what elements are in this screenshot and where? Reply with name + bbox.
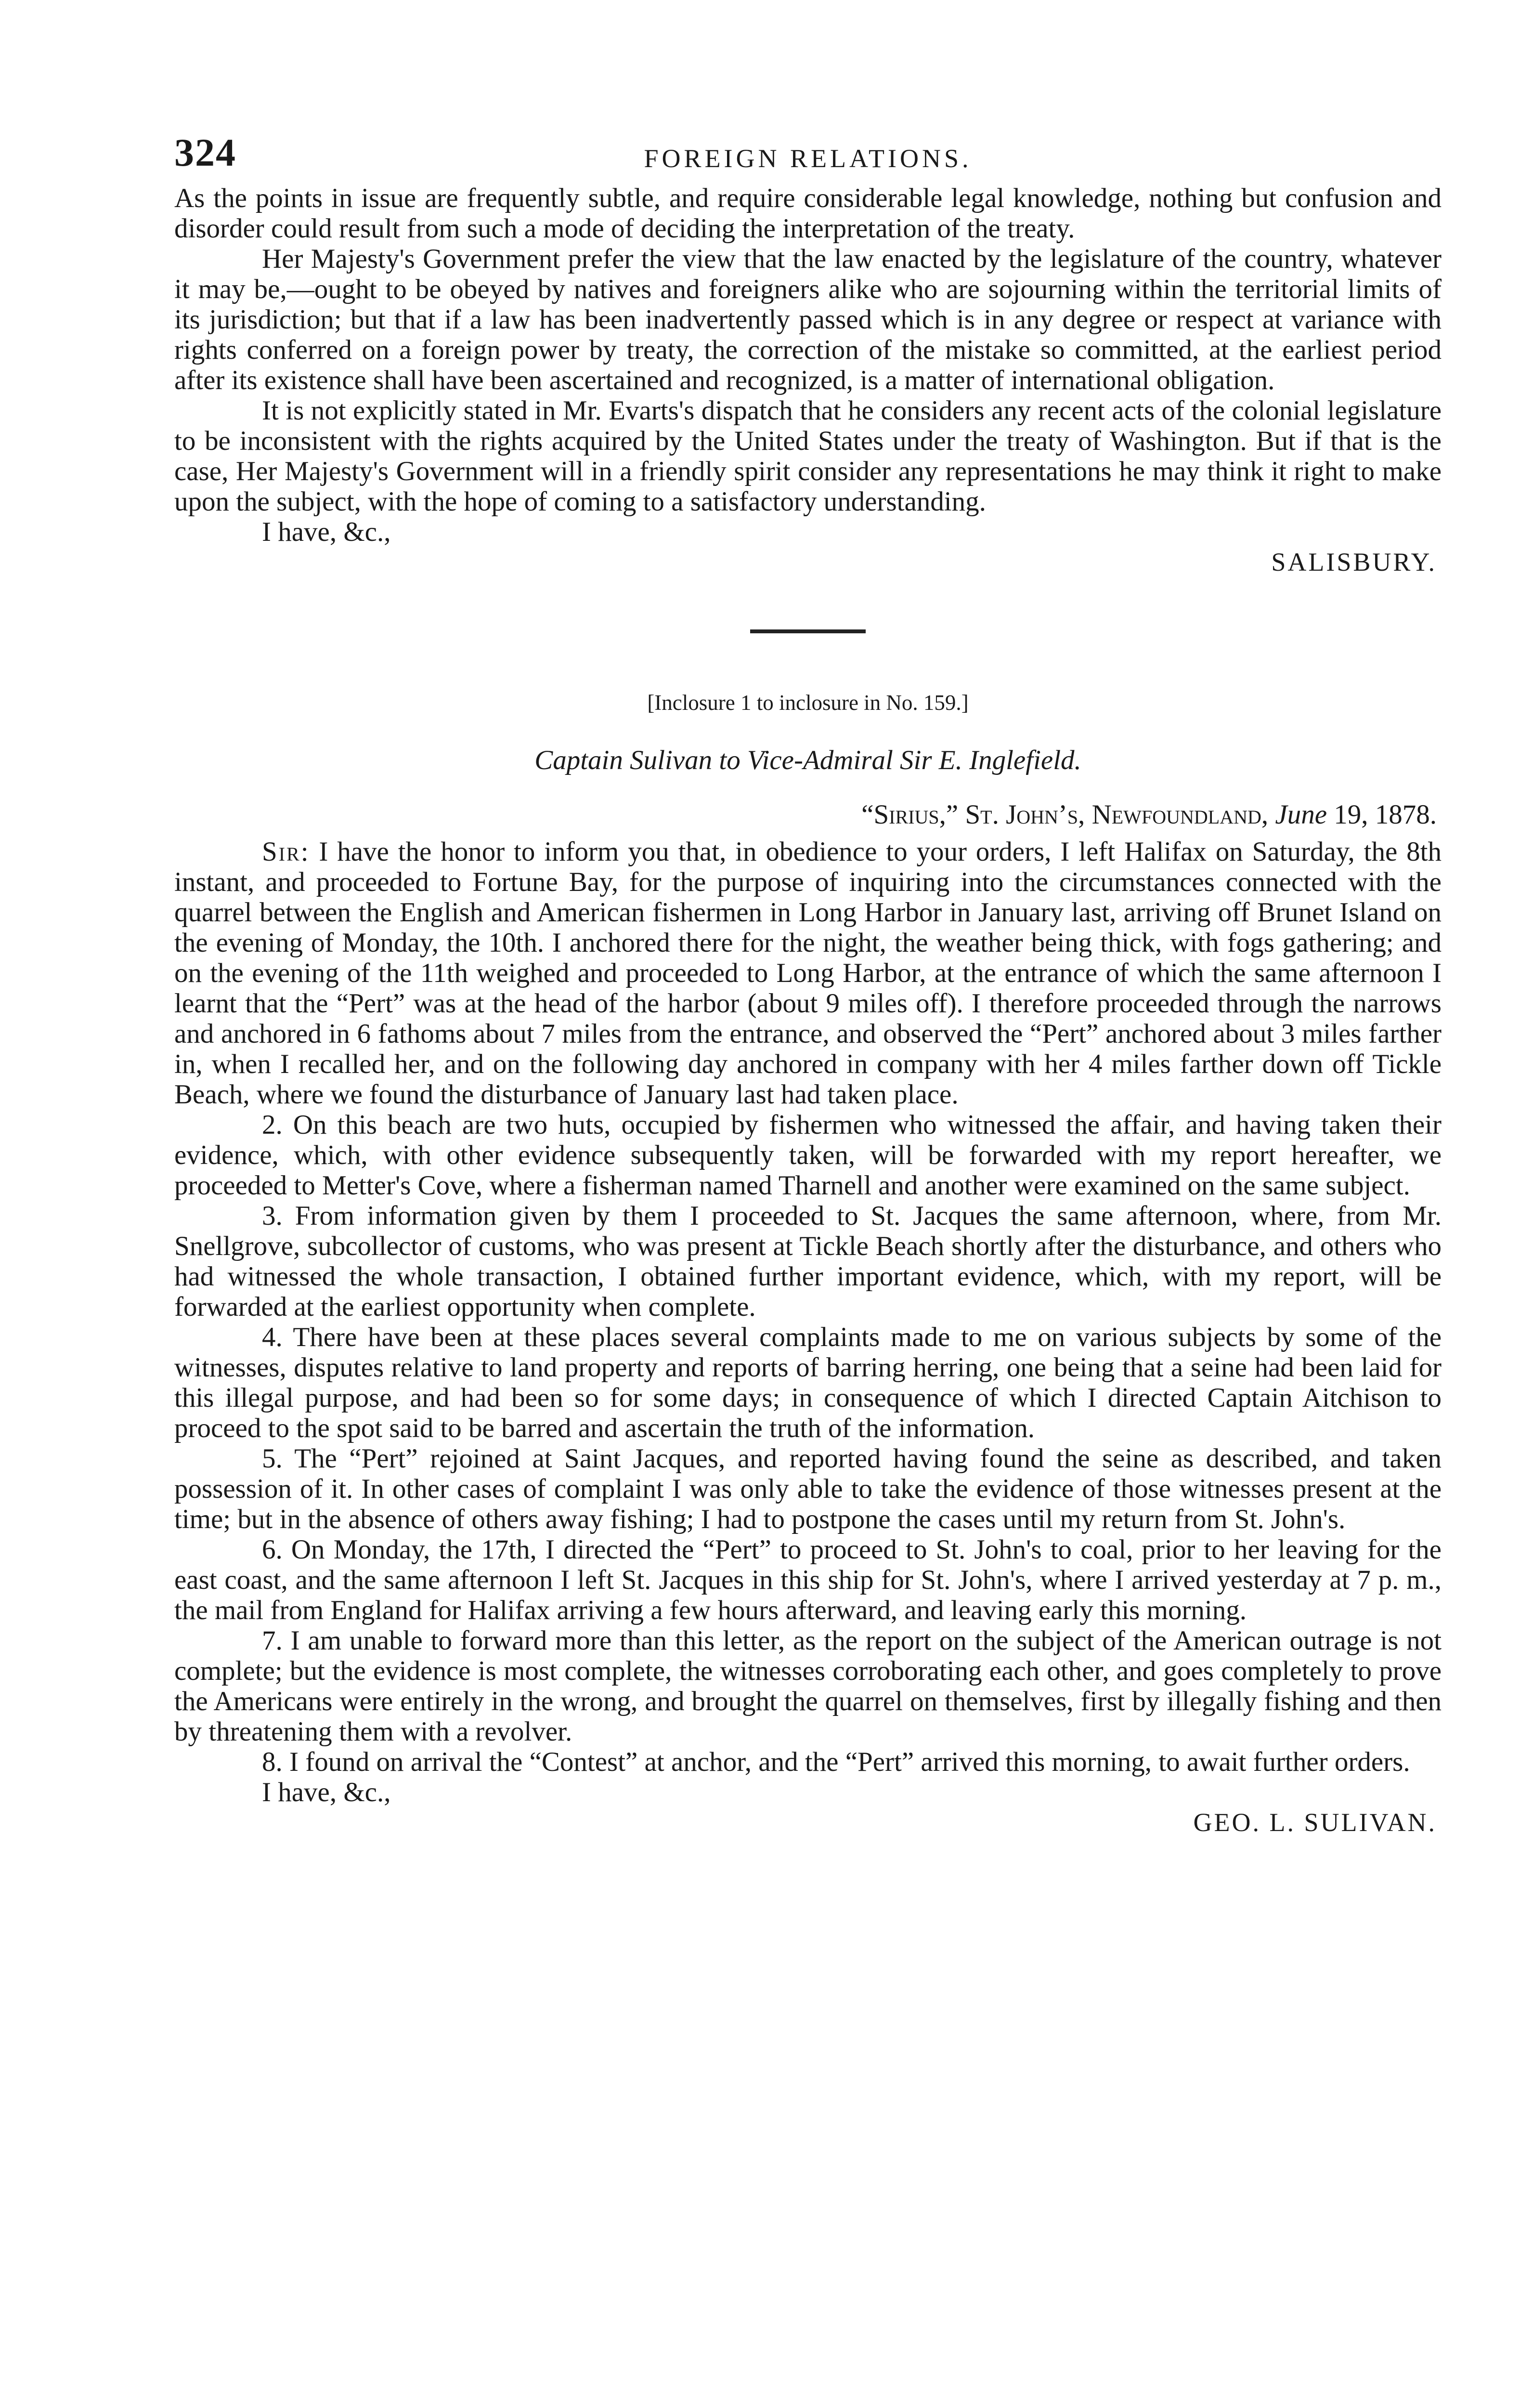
paragraph: 2. On this beach are two huts, occupied by fishermen who witnessed the affair, and having taken their evidence, which, with other evidence subsequently taken, will be forwarded with my report hereafter, we proceeded to Metter's Cove, where a fisherman named Tharnell and another were examined on the same subject. [174, 1110, 1442, 1201]
signature-salisbury: SALISBURY. [1271, 548, 1437, 576]
document-page [174, 130, 1442, 1838]
salutation: Sir: [262, 837, 310, 867]
closing-formula: I have, &c., [262, 517, 391, 547]
letter-continuation [174, 183, 1442, 577]
signature-sulivan: GEO. L. SULIVAN. [1193, 1808, 1437, 1837]
paragraph: 8. I found on arrival the “Contest” at anchor, and the “Pert” arrived this morning, to await further orders. [262, 1747, 1410, 1777]
paragraph: 3. From information given by them I proceeded to St. Jacques the same afternoon, where, from Mr. Snellgrove, subcollector of customs, who was present at Tickle Beach shortly after the disturbance, and others who had witnessed the whole transaction, I obtained further important evidence, which, with my report, will be forwarded at the earliest opportunity when complete. [174, 1201, 1442, 1322]
page-number: 324 [174, 131, 236, 174]
letter-body [174, 837, 1442, 1838]
paragraph: 6. On Monday, the 17th, I directed the “Pert” to proceed to St. John's to coal, prior to her leaving for the east coast, and the same afternoon I left St. Jacques in this ship for St. John's, where I arrived yesterday at 7 p. m., the mail from England for Halifax arriving a few hours afterward, and leaving early this morning. [174, 1534, 1442, 1625]
paragraph: As the points in issue are frequently subtle, and require considerable legal knowledge, nothing but confusion and disorder could result from such a mode of deciding the interpretation of the treaty. [174, 183, 1442, 244]
paragraph: Her Majesty's Government prefer the view that the law enacted by the legislature of the country, whatever it may be,—ought to be obeyed by natives and foreigners alike who are sojourning within the territorial limits of its jurisdiction; but that if a law has been inadvertently passed which is in any degree or respect at variance with rights conferred on a foreign power by treaty, the correction of the mistake so committed, at the earliest period after its existence shall have been ascertained and recognized, is a matter of international obligation. [174, 244, 1442, 395]
dateline-month: June [1275, 799, 1327, 830]
paragraph: 5. The “Pert” rejoined at Saint Jacques, and reported having found the seine as described, and taken possession of it. In other cases of complaint I was only able to take the evidence of those witnesses present at the time; but in the absence of others away fishing; I had to postpone the cases until my return from St. John's. [174, 1443, 1442, 1534]
paragraph-text: I have the honor to inform you that, in obedience to your orders, I left Halifax on Saturday, the 8th instant, and proceeded to Fortune Bay, for the purpose of inquiring into the circumstances connected with the quarrel between the English and American fishermen in Long Harbor in January last, arriving off Brunet Island on the evening of Monday, the 10th. I anchored there for the night, the weather being thick, with fogs gathering; and on the evening of the 11th weighed and proceeded to Long Harbor, at the entrance of which the same afternoon I learnt that the “Pert” was at the head of the harbor (about 9 miles off). I therefore proceeded through the narrows and anchored in 6 fathoms about 7 miles from the entrance, and observed the “Pert” anchored about 3 miles farther in, when I recalled her, and on the following day anchored in company with her 4 miles farther down off Tickle Beach, where we found the disturbance of January last had taken place. [174, 837, 1442, 1110]
dateline-place: St. John’s, Newfoundland, [965, 799, 1269, 830]
section-divider [750, 629, 866, 633]
dateline [174, 799, 1442, 830]
closing-formula: I have, &c., [262, 1777, 391, 1807]
paragraph: 7. I am unable to forward more than this letter, as the report on the subject of the American outrage is not complete; but the evidence is most complete, the witnesses corroborating each other, and goes completely to prove the Americans were entirely in the wrong, and brought the quarrel on themselves, first by illegally fishing and then by threatening them with a revolver. [174, 1625, 1442, 1747]
running-title: FOREIGN RELATIONS. [644, 144, 972, 173]
dateline-ship: “Sirius,” [861, 799, 959, 830]
dateline-day-year: 19, 1878. [1334, 799, 1437, 830]
paragraph [174, 837, 1442, 1110]
letter-heading: Captain Sulivan to Vice-Admiral Sir E. Inglefield. [534, 745, 1081, 775]
paragraph: It is not explicitly stated in Mr. Evarts's dispatch that he considers any recent acts of the colonial legislature to be inconsistent with the rights acquired by the United States under the treaty of Washington. But if that is the case, Her Majesty's Government will in a friendly spirit consider any representations he may think it right to make upon the subject, with the hope of coming to a satisfactory understanding. [174, 395, 1442, 517]
running-header [174, 130, 1442, 183]
inclosure-label: [Inclosure 1 to inclosure in No. 159.] [647, 691, 969, 715]
paragraph: 4. There have been at these places several complaints made to me on various subjects by some of the witnesses, disputes relative to land property and reports of barring herring, one being that a seine had been laid for this illegal purpose, and had been so for some days; in consequence of which I directed Captain Aitchison to proceed to the spot said to be barred and ascertain the truth of the information. [174, 1322, 1442, 1443]
